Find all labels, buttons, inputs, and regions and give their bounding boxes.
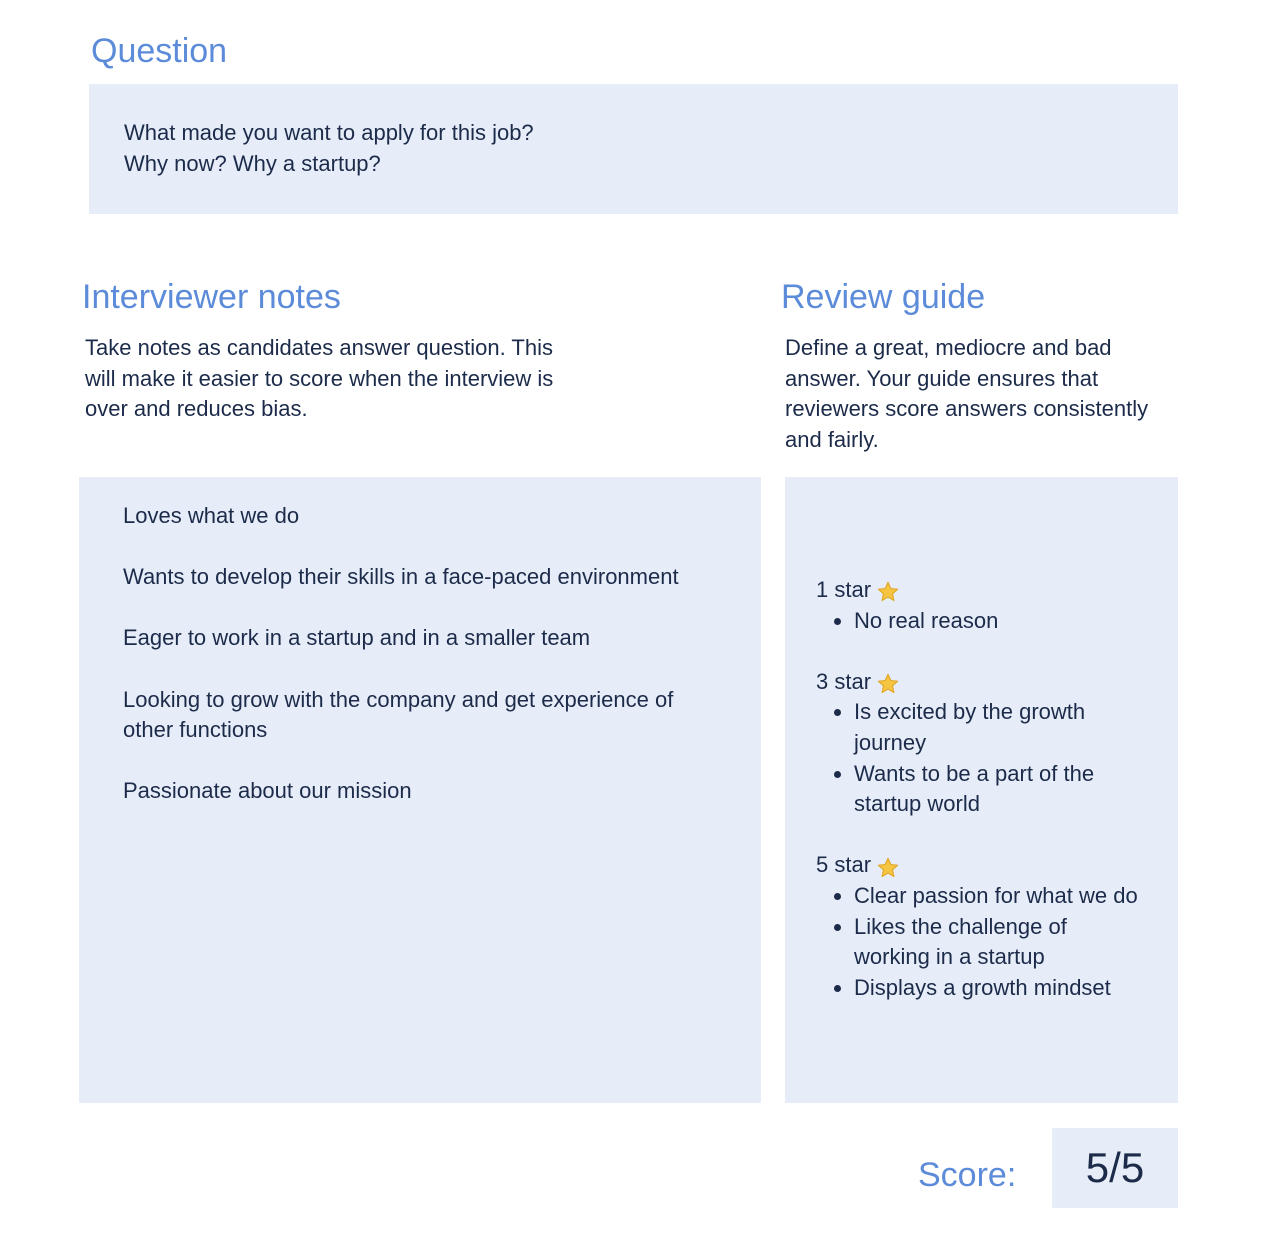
guide-bullet-text: Displays a growth mindset	[854, 974, 1111, 1000]
guide-level-title	[816, 575, 1138, 606]
guide-level-label: 1 star	[816, 577, 872, 602]
guide-level-title	[816, 667, 1138, 698]
guide-level-1-star	[816, 575, 1138, 636]
guide-level-3-star	[816, 667, 1138, 820]
interviewer-notes-description: Take notes as candidates answer question. This will make it easier to score when the interview is over and reduces bias.	[85, 335, 554, 422]
question-heading: Question	[91, 32, 228, 70]
note-item: Wants to develop their skills in a face-paced environment	[123, 564, 679, 590]
note-item: Loves what we do	[123, 503, 300, 528]
guide-bullet-text: Wants to be a part of the startup world	[854, 760, 1095, 817]
guide-bullet-item	[854, 759, 1138, 820]
guide-level-label: 3 star	[816, 668, 872, 694]
guide-bullet-text: Is excited by the growth journey	[854, 699, 1086, 755]
guide-bullet-list	[816, 606, 1138, 637]
bullet-dot	[834, 893, 841, 900]
question-line-2: Why now? Why a startup?	[124, 150, 381, 176]
guide-bullet-list	[816, 697, 1138, 819]
note-item: Passionate about our mission	[123, 778, 412, 804]
guide-level-5-star	[816, 850, 1138, 1003]
guide-bullet-text: Likes the challenge of working in a startup	[854, 913, 1067, 970]
guide-bullet-list	[816, 881, 1138, 1003]
guide-bullet-item	[854, 606, 1138, 637]
bullet-dot	[834, 924, 841, 931]
review-guide-heading: Review guide	[781, 278, 986, 316]
guide-bullet-item	[854, 912, 1138, 973]
bullet-dot	[834, 771, 841, 778]
guide-level-title	[816, 850, 1138, 881]
notes-list	[123, 501, 701, 807]
score-value-box	[1052, 1128, 1178, 1208]
guide-bullet-text: Clear passion for what we do	[854, 882, 1138, 908]
note-item: Eager to work in a startup and in a smaller team	[123, 625, 591, 651]
review-guide-panel	[785, 477, 1178, 1103]
bullet-dot	[834, 985, 841, 992]
bullet-dot	[834, 709, 841, 716]
guide-bullet-item	[854, 973, 1138, 1004]
review-guide-description: Define a great, mediocre and bad answer. Your guide ensures that reviewers score answers consistently and fairly.	[785, 335, 1149, 452]
star-icon	[877, 857, 899, 879]
guide-bullet-item	[854, 881, 1138, 912]
question-panel	[89, 84, 1178, 214]
note-item: Looking to grow with the company and get experience of other functions	[123, 686, 674, 743]
star-icon	[877, 673, 899, 695]
interviewer-notes-heading: Interviewer notes	[82, 278, 341, 316]
interviewer-notes-panel	[79, 477, 761, 1103]
bullet-dot	[834, 618, 841, 625]
guide-bullet-item	[854, 697, 1138, 758]
star-icon	[877, 581, 899, 603]
score-value: 5/5	[1085, 1144, 1145, 1191]
question-line-1: What made you want to apply for this job?	[124, 120, 534, 145]
review-guide-levels	[816, 575, 1138, 1003]
guide-level-label: 5 star	[816, 852, 872, 878]
question-text	[124, 118, 1178, 179]
score-label: Score:	[918, 1156, 1017, 1194]
guide-bullet-text: No real reason	[854, 607, 999, 633]
